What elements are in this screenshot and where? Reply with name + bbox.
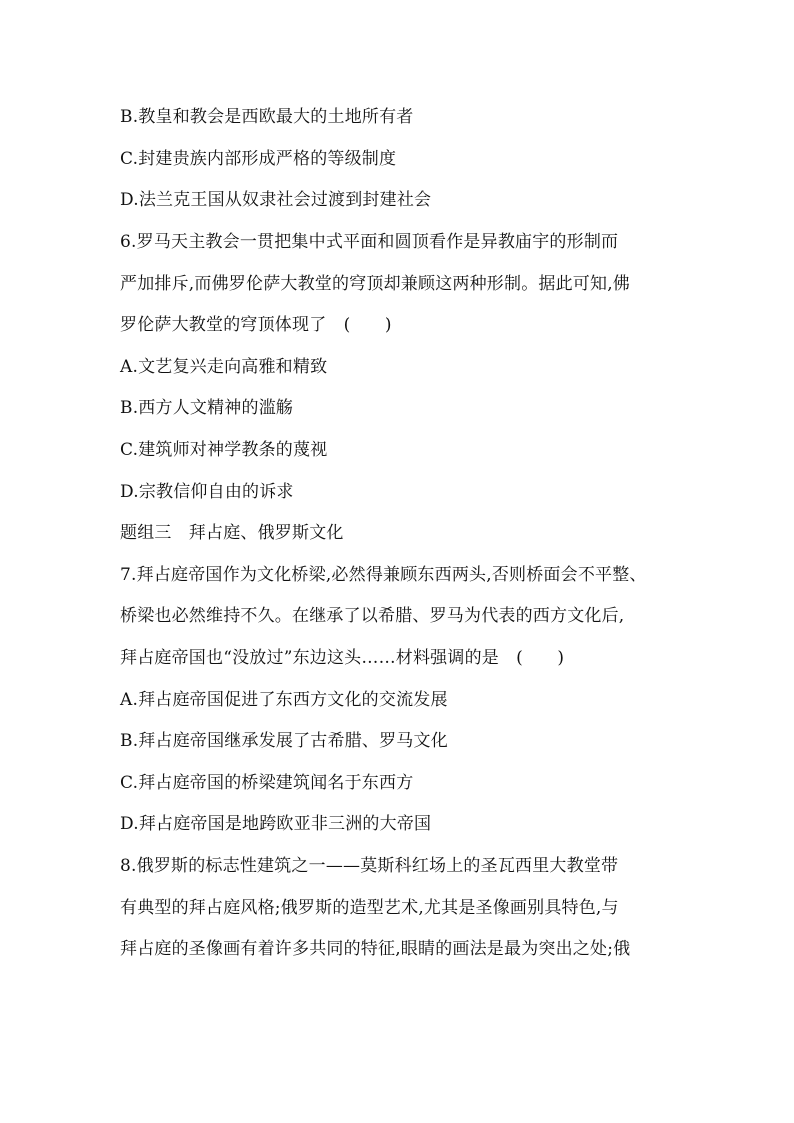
question-7-line-2: 桥梁也必然维持不久。在继承了以希腊、罗马为代表的西方文化后,	[120, 606, 625, 626]
option-7b: B.拜占庭帝国继承发展了古希腊、罗马文化	[120, 731, 448, 751]
option-6b: B.西方人文精神的滥觞	[120, 398, 294, 418]
question-7-line-3: 拜占庭帝国也“没放过”东边这头……材料强调的是 ( )	[120, 648, 565, 668]
option-6a: A.文艺复兴走向高雅和精致	[120, 357, 328, 377]
option-5d: D.法兰克王国从奴隶社会过渡到封建社会	[120, 190, 432, 210]
question-8-line-1: 8.俄罗斯的标志性建筑之一——莫斯科红场上的圣瓦西里大教堂带	[120, 856, 619, 876]
section-heading: 题组三 拜占庭、俄罗斯文化	[120, 523, 344, 543]
question-8-line-2: 有典型的拜占庭风格;俄罗斯的造型艺术,尤其是圣像画别具特色,与	[120, 898, 619, 918]
option-5b: B.教皇和教会是西欧最大的土地所有者	[120, 107, 414, 127]
option-7c: C.拜占庭帝国的桥梁建筑闻名于东西方	[120, 773, 414, 793]
option-6c: C.建筑师对神学教条的蔑视	[120, 440, 328, 460]
question-6-line-1: 6.罗马天主教会一贯把集中式平面和圆顶看作是异教庙宇的形制而	[120, 232, 619, 252]
option-7d: D.拜占庭帝国是地跨欧亚非三洲的大帝国	[120, 814, 432, 834]
option-7a: A.拜占庭帝国促进了东西方文化的交流发展	[120, 690, 448, 710]
option-5c: C.封建贵族内部形成严格的等级制度	[120, 149, 397, 169]
question-8-line-3: 拜占庭的圣像画有着许多共同的特征,眼睛的画法是最为突出之处;俄	[120, 939, 631, 959]
question-7-line-1: 7.拜占庭帝国作为文化桥梁,必然得兼顾东西两头,否则桥面会不平整、	[120, 565, 647, 585]
question-6-line-3: 罗伦萨大教堂的穹顶体现了 ( )	[120, 315, 392, 335]
question-6-line-2: 严加排斥,而佛罗伦萨大教堂的穹顶却兼顾这两种形制。据此可知,佛	[120, 274, 631, 294]
option-6d: D.宗教信仰自由的诉求	[120, 482, 294, 502]
